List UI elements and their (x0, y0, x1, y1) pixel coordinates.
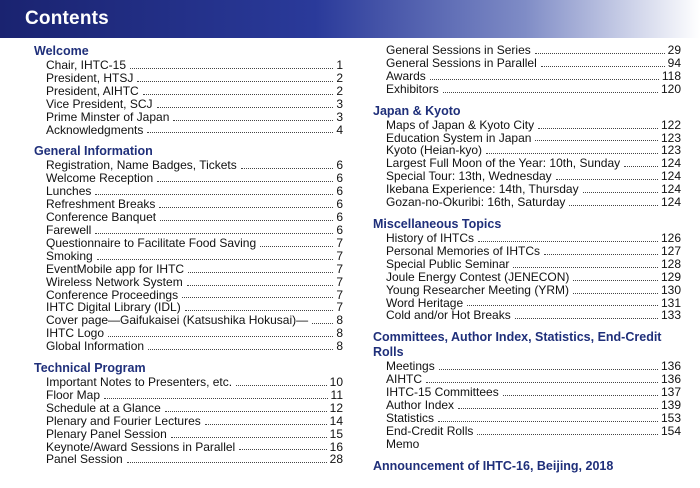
toc-entry[interactable] (34, 389, 343, 402)
entry-title: Joule Energy Contest (JENECON) (386, 269, 570, 284)
page-number: 124 (660, 195, 681, 210)
dot-leader (544, 254, 658, 255)
toc-left-column (34, 44, 343, 474)
entry-title: Important Notes to Presenters, etc. (46, 375, 233, 390)
dot-leader (513, 267, 658, 268)
toc-entry[interactable] (373, 119, 681, 132)
toc-entry[interactable] (34, 85, 343, 98)
entry-title: End-Credit Rolls (386, 423, 474, 438)
toc-entry[interactable] (34, 402, 343, 415)
toc-section-miscellaneous-topics (373, 217, 681, 322)
page-number: 6 (336, 171, 343, 186)
page-number: 154 (660, 423, 681, 438)
toc-entry[interactable] (373, 258, 681, 271)
page-number: 6 (336, 210, 343, 225)
dot-leader (573, 280, 658, 281)
entry-title: Exhibitors (386, 81, 439, 96)
entry-title: Welcome Reception (46, 171, 154, 186)
page-number: 133 (660, 308, 681, 323)
entry-title: Cover page—Gaifukaisei (Katsushika Hokusai)— (46, 313, 309, 328)
entry-title: Plenary Panel Session (46, 426, 167, 441)
entry-title: Ikebana Experience: 14th, Thursday (386, 182, 579, 197)
page-number: 139 (660, 398, 681, 413)
entry-title: IHTC-15 Committees (386, 385, 499, 400)
toc-entry[interactable] (373, 83, 681, 96)
toc-entry[interactable] (373, 232, 681, 245)
entry-title: Word Heritage (386, 295, 464, 310)
toc-entry[interactable] (34, 72, 343, 85)
dot-leader (439, 369, 658, 370)
dot-leader (443, 92, 658, 93)
dot-leader (569, 205, 658, 206)
entry-title: General Sessions in Parallel (386, 55, 537, 70)
toc-entry[interactable] (373, 245, 681, 258)
entry-title: Largest Full Moon of the Year: 10th, Sunday (386, 156, 621, 171)
toc-entry[interactable] (34, 111, 343, 124)
entry-title: Special Tour: 13th, Wednesday (386, 169, 552, 184)
toc-entry[interactable] (34, 276, 343, 289)
page-number: 6 (336, 158, 343, 173)
section-title: Committees, Author Index, Statistics, End-Credit Rolls (373, 330, 662, 360)
dot-leader (159, 207, 333, 208)
dot-leader (260, 246, 333, 247)
dot-leader (241, 168, 334, 169)
entry-title: Awards (386, 68, 426, 83)
dot-leader (171, 437, 327, 438)
dot-leader (182, 297, 333, 298)
page-title: Contents (25, 8, 109, 29)
toc-entry[interactable] (373, 309, 681, 322)
dot-leader (97, 259, 334, 260)
dot-leader (541, 66, 665, 67)
toc-entry[interactable] (373, 399, 681, 412)
toc-entry[interactable] (34, 224, 343, 237)
entry-title: Vice President, SCJ (46, 96, 153, 111)
dot-leader (104, 398, 328, 399)
page-number: 11 (330, 387, 343, 402)
toc-section-continued (373, 44, 681, 96)
entry-title: Global Information (46, 339, 145, 354)
page-number: 3 (336, 109, 343, 124)
entry-title: Floor Map (46, 387, 101, 402)
entry-title: Author Index (386, 398, 455, 413)
dot-leader (160, 220, 333, 221)
entry-title: Memo (386, 436, 420, 451)
page-number: 14 (329, 413, 343, 428)
entry-title: General Sessions in Series (386, 43, 531, 57)
entry-title: IHTC Digital Library (IDL) (46, 300, 181, 315)
page-number: 131 (660, 295, 681, 310)
entry-title: Kyoto (Heian-kyo) (386, 143, 483, 158)
dot-leader (538, 128, 658, 129)
dot-leader (535, 140, 658, 141)
page-number: 4 (336, 122, 343, 137)
entry-title: Meetings (386, 359, 435, 374)
toc-entry[interactable] (373, 196, 681, 209)
entry-title: Wireless Network System (46, 274, 183, 289)
page-number: 124 (660, 182, 681, 197)
dot-leader (477, 434, 658, 435)
page-number: 129 (660, 269, 681, 284)
dot-leader (148, 349, 333, 350)
page-number: 1 (336, 58, 343, 72)
section-title: Miscellaneous Topics (373, 216, 502, 231)
entry-title: Personal Memories of IHTCs (386, 243, 541, 258)
dot-leader (624, 166, 658, 167)
dot-leader (205, 424, 327, 425)
dot-leader (187, 285, 334, 286)
dot-leader (467, 305, 658, 306)
page-number: 153 (660, 410, 681, 425)
section-title: Technical Program (34, 361, 146, 376)
entry-title: Farewell (46, 222, 92, 237)
dot-leader (430, 79, 659, 80)
page-number: 2 (336, 83, 343, 98)
dot-leader (556, 179, 658, 180)
page-number: 16 (329, 439, 343, 454)
dot-leader (312, 323, 333, 324)
page-number: 118 (661, 68, 681, 83)
entry-title: Refreshment Breaks (46, 197, 156, 212)
page-number: 120 (660, 81, 681, 96)
entry-title: Plenary and Fourier Lectures (46, 413, 201, 428)
toc-section-committees-author-index-statistics-end-c (373, 330, 681, 450)
page-number: 6 (336, 184, 343, 199)
page-number: 28 (329, 452, 343, 467)
entry-title: Maps of Japan & Kyoto City (386, 117, 535, 132)
page-number: 126 (660, 230, 681, 245)
dot-leader (458, 408, 658, 409)
dot-leader (583, 192, 658, 193)
entry-title: Statistics (386, 410, 435, 425)
entry-title: President, HTSJ (46, 70, 134, 85)
dot-leader (127, 462, 327, 463)
entry-title: History of IHTCs (386, 230, 475, 245)
toc-section-general-information (34, 144, 343, 353)
page-number: 7 (336, 261, 343, 276)
page-number: 123 (660, 130, 681, 145)
page-number: 128 (660, 256, 681, 271)
page-number: 15 (329, 426, 343, 441)
dot-leader (486, 153, 658, 154)
entry-title: Questionnaire to Facilitate Food Saving (46, 235, 257, 250)
entry-title: Gozan-no-Okuribi: 16th, Saturday (386, 195, 566, 210)
page-number: 10 (329, 375, 343, 390)
dot-leader (239, 449, 326, 450)
entry-title: Smoking (46, 248, 93, 263)
dot-leader (173, 120, 333, 121)
page-number: 7 (336, 274, 343, 289)
toc-entry[interactable] (34, 453, 343, 466)
dot-leader (426, 382, 658, 383)
dot-leader (108, 336, 333, 337)
toc-entry[interactable] (34, 415, 343, 428)
toc-entry[interactable] (34, 340, 343, 353)
dot-leader (157, 181, 333, 182)
dot-leader (478, 241, 658, 242)
page-number: 130 (660, 282, 681, 297)
entry-title: Education System in Japan (386, 130, 532, 145)
entry-title: Young Researcher Meeting (YRM) (386, 282, 569, 297)
page-number: 124 (660, 156, 681, 171)
toc-section-welcome (34, 44, 343, 136)
entry-title: Special Public Seminar (386, 256, 510, 271)
page-number: 7 (336, 300, 343, 315)
dot-leader (185, 310, 334, 311)
page-number: 137 (660, 385, 681, 400)
entry-title: Acknowledgments (46, 122, 144, 137)
section-title: Announcement of IHTC-16, Beijing, 2018 (373, 458, 614, 473)
entry-title: President, AIHTC (46, 83, 139, 98)
toc-section-technical-program (34, 361, 343, 466)
page-number: 29 (667, 43, 681, 57)
entry-title: EventMobile app for IHTC (46, 261, 185, 276)
dot-leader (147, 132, 333, 133)
toc-entry[interactable] (34, 376, 343, 389)
toc-entry[interactable] (34, 428, 343, 441)
dot-leader (137, 81, 333, 82)
toc-entry[interactable] (373, 412, 681, 425)
entry-title: Panel Session (46, 452, 123, 467)
entry-title: Keynote/Award Sessions in Parallel (46, 439, 236, 454)
toc-entry[interactable] (34, 59, 343, 72)
page-number: 7 (336, 248, 343, 263)
entry-title: Conference Proceedings (46, 287, 179, 302)
entry-title: Lunches (46, 184, 92, 199)
entry-title: Prime Minster of Japan (46, 109, 170, 124)
toc-entry[interactable] (34, 250, 343, 263)
toc-entry[interactable] (373, 57, 681, 70)
dot-leader (95, 194, 333, 195)
dot-leader (143, 94, 334, 95)
dot-leader (157, 107, 334, 108)
toc-entry[interactable] (34, 98, 343, 111)
entry-title: Registration, Name Badges, Tickets (46, 158, 237, 173)
toc-entry[interactable] (373, 70, 681, 83)
entry-title: Conference Banquet (46, 210, 157, 225)
toc-entry[interactable] (373, 425, 681, 438)
page-number: 2 (336, 70, 343, 85)
page-number: 127 (660, 243, 681, 258)
page-number: 12 (329, 400, 343, 415)
page-number: 7 (336, 235, 343, 250)
toc-entry[interactable] (373, 284, 681, 297)
entry-title: Schedule at a Glance (46, 400, 161, 415)
toc-entry[interactable] (34, 124, 343, 137)
page-number: 3 (336, 96, 343, 111)
dot-leader (188, 272, 333, 273)
toc-entry[interactable] (34, 263, 343, 276)
dot-leader (95, 233, 333, 234)
toc-section-japan-kyoto (373, 104, 681, 209)
section-title: Welcome (34, 44, 89, 58)
contents-header-bar (0, 0, 700, 38)
entry-title: Cold and/or Hot Breaks (386, 308, 511, 323)
toc-section-announcement-of-ihtc-16-beijing-2018 (373, 459, 681, 474)
page-number: 123 (660, 143, 681, 158)
dot-leader (165, 411, 327, 412)
toc-entry[interactable] (373, 44, 681, 57)
section-title: General Information (34, 144, 153, 159)
entry-title: IHTC Logo (46, 326, 105, 341)
dot-leader (515, 318, 658, 319)
dot-leader (503, 395, 658, 396)
page-number: 136 (660, 359, 681, 374)
page-number: 136 (660, 372, 681, 387)
toc-entry[interactable] (373, 271, 681, 284)
toc-entry[interactable] (373, 438, 681, 451)
page-number: 8 (336, 326, 343, 341)
page-number: 6 (336, 197, 343, 212)
page-number: 94 (667, 55, 681, 70)
entry-title: Chair, IHTC-15 (46, 58, 127, 72)
page-number: 122 (660, 117, 681, 132)
toc-right-column (373, 44, 681, 482)
dot-leader (573, 293, 658, 294)
entry-title: AIHTC (386, 372, 422, 387)
page-number: 8 (336, 339, 343, 354)
page-number: 124 (660, 169, 681, 184)
dot-leader (438, 421, 658, 422)
toc-entry[interactable] (34, 237, 343, 250)
page-number: 7 (336, 287, 343, 302)
page-number: 6 (336, 222, 343, 237)
dot-leader (236, 385, 327, 386)
dot-leader (535, 53, 665, 54)
dot-leader (130, 68, 333, 69)
section-title: Japan & Kyoto (373, 103, 461, 118)
page-number: 8 (336, 313, 343, 328)
